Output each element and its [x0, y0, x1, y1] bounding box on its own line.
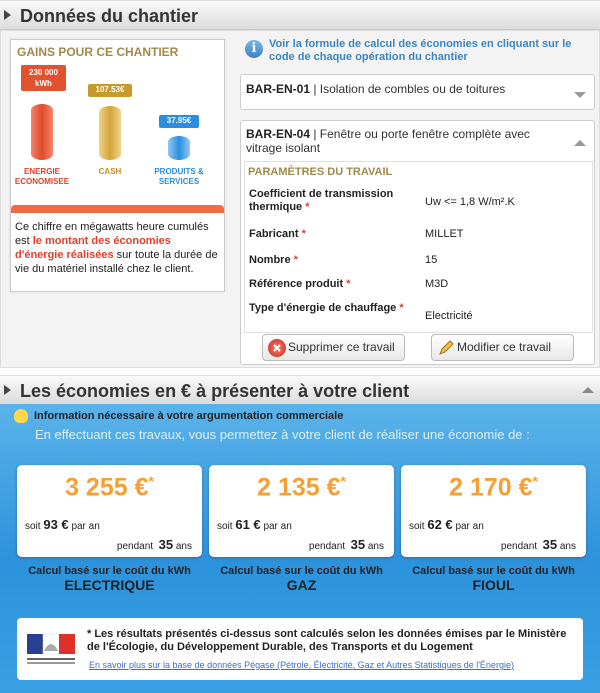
operation-row-bar-en-01[interactable] [240, 74, 595, 110]
lightbulb-icon [14, 409, 28, 423]
param-key: Fabricant * [249, 228, 306, 240]
edit-button[interactable]: Modifier ce travail [431, 334, 574, 361]
param-key: Type d'énergie de chauffage * [249, 302, 404, 314]
source-footer [17, 618, 583, 680]
calc-basis-gaz: Calcul basé sur le coût du kWh GAZ [220, 565, 383, 593]
section-title: Données du chantier [20, 6, 199, 26]
gains-divider [11, 205, 224, 213]
param-key: Nombre * [249, 254, 298, 266]
savings-card-electrique [17, 465, 202, 557]
required-star: * [301, 228, 306, 240]
pencil-icon [437, 339, 455, 357]
operation-row-bar-en-04[interactable] [240, 120, 595, 365]
arrow-right-icon [4, 385, 11, 395]
savings-total: 2 135 €* [257, 473, 346, 502]
products-value-badge: 37.95€ [159, 115, 199, 128]
param-value: M3D [425, 278, 449, 290]
pegase-link[interactable]: En savoir plus sur la base de données Pégase (Pétrole, Électricité, Gaz et Autres Statistiques de l'Énergie) [89, 660, 514, 670]
operation-label: | Fenêtre ou porte fenêtre complète avec vitrage isolant [246, 127, 530, 155]
energy-cylinder [31, 104, 53, 160]
savings-per-year: soit 62 € par an [409, 517, 484, 532]
source-text: * Les résultats présentés ci-dessus sont calculés selon les données émises par le Ministère de l'Écologie, du Développement Durable, des Transports et du Logement [87, 628, 567, 653]
energy-label: ENERGIE ECONOMISEE [14, 167, 70, 186]
info-icon: i [245, 40, 263, 58]
gains-box [10, 39, 225, 292]
calc-basis-fioul: Calcul basé sur le coût du kWh FIOUL [412, 565, 575, 593]
cash-label: CASH [98, 167, 122, 176]
arrow-right-icon [4, 10, 11, 20]
argument-lead: Information nécessaire à votre argumentation commerciale [34, 410, 344, 422]
operation-label: | Isolation de combles ou de toitures [310, 82, 506, 96]
savings-card-gaz [209, 465, 394, 557]
savings-duration: pendant 35 ans [308, 537, 384, 552]
savings-duration: pendant 35 ans [500, 537, 576, 552]
gains-description: Ce chiffre en mégawatts heure cumulés est le montant des économies d'énergie réalisées sur toute la durée de vie du matériel installé chez le client. [15, 221, 218, 275]
savings-total: 2 170 €* [449, 473, 538, 502]
collapse-icon[interactable] [582, 387, 594, 393]
products-cylinder [168, 136, 190, 160]
param-key: Référence produit * [249, 278, 351, 290]
economies-panel [0, 404, 600, 693]
calc-basis-electrique: Calcul basé sur le coût du kWh ELECTRIQUE [28, 565, 191, 593]
chevron-down-icon[interactable] [574, 92, 586, 98]
section-header-chantier[interactable] [0, 0, 600, 30]
param-value: MILLET [425, 228, 464, 240]
savings-per-year: soit 61 € par an [217, 517, 292, 532]
savings-duration: pendant 35 ans [116, 537, 192, 552]
chantier-panel [0, 30, 600, 368]
required-star: * [399, 302, 404, 314]
cash-value-badge: 107.53€ [88, 84, 132, 97]
cash-cylinder [99, 106, 121, 160]
highlight-text: le montant des économies d'énergie réalisées [15, 235, 171, 261]
chevron-up-icon[interactable] [574, 140, 586, 146]
savings-per-year: soit 93 € par an [25, 517, 100, 532]
required-star: * [346, 278, 351, 290]
param-key: Coefficient de transmission thermique * [249, 188, 394, 213]
delete-button[interactable]: Supprimer ce travail [262, 334, 405, 361]
param-value: Uw <= 1,8 W/m².K [425, 196, 515, 208]
delete-icon [268, 339, 286, 357]
params-panel [244, 161, 593, 333]
info-text[interactable]: Voir la formule de calcul des économies en cliquant sur le code de chaque opération du chantier [269, 38, 572, 63]
energy-value-badge: 230 000 kWh [21, 65, 66, 91]
gains-title: GAINS POUR CE CHANTIER [17, 45, 179, 59]
section-title: Les économies en € à présenter à votre client [20, 381, 410, 401]
savings-total: 3 255 €* [65, 473, 154, 502]
required-star: * [293, 254, 298, 266]
operation-code[interactable]: BAR-EN-01 [246, 82, 311, 96]
params-title: PARAMÈTRES DU TRAVAIL [248, 166, 393, 178]
operation-code[interactable]: BAR-EN-04 [246, 127, 311, 141]
param-value: Electricité [425, 310, 473, 322]
param-value: 15 [425, 254, 438, 266]
republique-francaise-logo [24, 631, 79, 669]
argument-sub: En effectuant ces travaux, vous permettez à votre client de réaliser une économie de : [35, 427, 530, 442]
required-star: * [305, 201, 310, 213]
products-label: PRODUITS & SERVICES [154, 167, 204, 186]
savings-card-fioul [401, 465, 586, 557]
section-header-economies[interactable] [0, 375, 600, 405]
